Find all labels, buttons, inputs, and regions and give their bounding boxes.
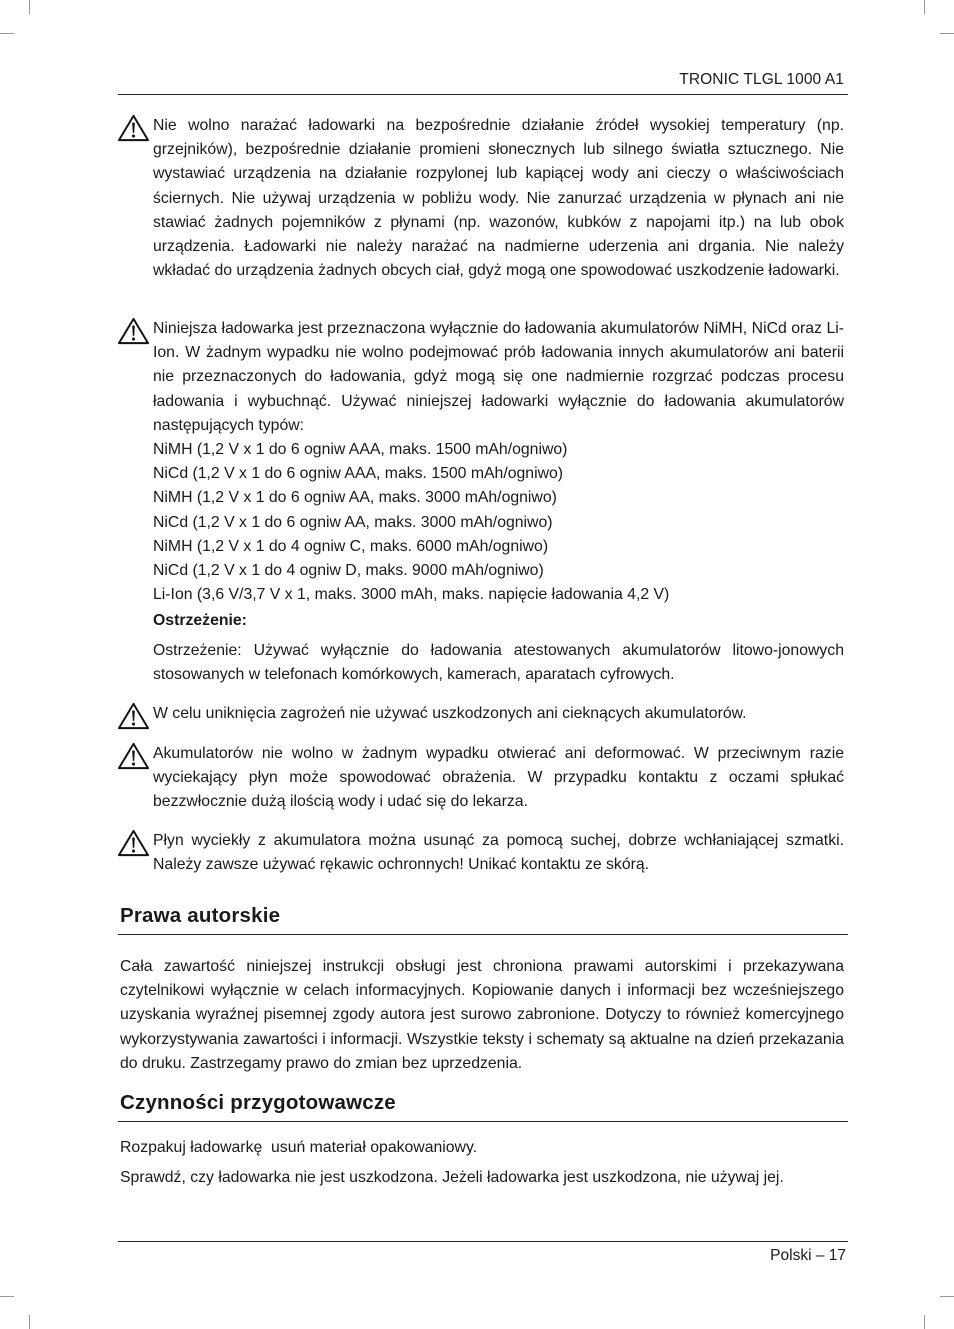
warning-text: Płyn wyciekły z akumulatora można usunąć za pomocą suchej, dobrze wchłaniającej szmatki. Należy zawsze używać rękawic ochronnych! Unikać kontaktu ze skórą.: [153, 832, 844, 874]
footer-rule: [118, 1241, 848, 1242]
preparation-step: [120, 1166, 844, 1190]
warning-block: [118, 829, 844, 877]
warning-block: [118, 114, 844, 283]
battery-spec-item: Li-Ion (3,6 V/3,7 V x 1, maks. 3000 mAh, maks. napięcie ładowania 4,2 V): [153, 586, 670, 604]
crop-mark: [29, 1315, 30, 1329]
warning-text: Niniejsza ładowarka jest przeznaczona wyłącznie do ładowania akumulatorów NiMH, NiCd oraz Li-Ion. W żadnym wypadku nie wolno podejmować prób ładowania innych akumulatorów ani baterii nie przeznaczonych do ładowania, gdyż mogą się one nadmiernie rozgrzać podczas procesu ładowania i wybuchnąć. Używać niniejszej ładowarki wyłącznie do ładowania akumulatorów następujących typów:: [153, 320, 844, 434]
warning-triangle-icon: [118, 742, 149, 770]
crop-mark: [940, 1296, 954, 1297]
crop-mark: [924, 0, 925, 14]
battery-spec-item: NiMH (1,2 V x 1 do 4 ogniw C, maks. 6000 mAh/ogniwo): [153, 537, 549, 555]
crop-mark: [924, 1315, 925, 1329]
header-rule: [118, 94, 848, 95]
crop-mark: [940, 33, 954, 34]
body-text: Cała zawartość niniejszej instrukcji obsługi jest chroniona prawami autorskimi i przekazywana czytelnikowi wyłącznie w celach informacyjnych. Kopiowanie danych i informacji bez wcześniejszego uzyskania wyraźnej pisemnej zgody autora jest surowo zabronione. Dotyczy to również komercyjnego wykorzystywania zawartości i informacji. Wszystkie teksty i schematy są aktualne na dzień przekazania do druku. Zastrzegamy prawo do zmian bez uprzedzenia.: [120, 958, 844, 1072]
section-heading-copyright: Prawa autorskie: [120, 904, 281, 927]
warning-block: [118, 317, 844, 687]
warning-triangle-icon: [118, 702, 149, 730]
crop-mark: [0, 33, 14, 34]
battery-spec-list: [153, 438, 844, 607]
note-text: Ostrzeżenie: Używać wyłącznie do ładowania atestowanych akumulatorów litowo-jonowych stosowanych w telefonach komórkowych, kamerach, aparatach cyfrowych.: [153, 641, 844, 683]
warning-triangle-icon: [118, 114, 149, 142]
warning-block: [118, 702, 844, 726]
copyright-paragraph: [120, 955, 844, 1076]
document-model-header: TRONIC TLGL 1000 A1: [679, 71, 844, 88]
battery-spec-item: NiMH (1,2 V x 1 do 6 ogniw AAA, maks. 1500 mAh/ogniwo): [153, 441, 568, 459]
battery-spec-item: NiCd (1,2 V x 1 do 6 ogniw AA, maks. 3000 mAh/ogniwo): [153, 513, 553, 531]
warning-triangle-icon: [118, 829, 149, 857]
section-heading-preparation: Czynności przygotowawcze: [120, 1091, 396, 1114]
battery-spec-item: NiCd (1,2 V x 1 do 4 ogniw D, maks. 9000 mAh/ogniwo): [153, 562, 544, 580]
page-number: Polski – 17: [770, 1247, 846, 1264]
battery-spec-item: NiMH (1,2 V x 1 do 6 ogniw AA, maks. 3000 mAh/ogniwo): [153, 489, 557, 507]
body-text: Sprawdź, czy ładowarka nie jest uszkodzona. Jeżeli ładowarka jest uszkodzona, nie używaj jej.: [120, 1169, 784, 1186]
section-rule: [118, 1121, 848, 1122]
crop-mark: [29, 0, 30, 14]
crop-mark: [0, 1296, 14, 1297]
warning-text: Nie wolno narażać ładowarki na bezpośrednie działanie źródeł wysokiej temperatury (np. grzejników), bezpośrednie działanie promieni słonecznych lub silnego światła sztucznego. Nie wystawiać urządzenia na działanie rozpylonej lub kapiącej wody ani cieczy o właściwościach ściernych. Nie używaj urządzenia w pobliżu wody. Nie zanurzać urządzenia w płynach ani nie stawiać żadnych pojemników z płynami (np. wazonów, kubków z napojami itp.) na lub obok urządzenia. Ładowarki nie należy narażać na nadmierne uderzenia ani drgania. Nie należy wkładać do urządzenia żadnych obcych ciał, gdyż mogą one spowodować uszkodzenie ładowarki.: [153, 117, 844, 280]
battery-spec-item: NiCd (1,2 V x 1 do 6 ogniw AAA, maks. 1500 mAh/ogniwo): [153, 465, 564, 483]
warning-block: [118, 742, 844, 815]
warning-text: Akumulatorów nie wolno w żadnym wypadku otwierać ani deformować. W przeciwnym razie wyciekający płyn może spowodować obrażenia. W przypadku kontaktu z oczami spłukać bezzwłocznie dużą ilością wody i udać się do lekarza.: [153, 745, 844, 811]
warning-triangle-icon: [118, 317, 149, 345]
preparation-step: [120, 1136, 844, 1160]
warning-text: W celu uniknięcia zagrożeń nie używać uszkodzonych ani cieknących akumulatorów.: [153, 705, 747, 722]
section-rule: [118, 934, 848, 935]
note-label: Ostrzeżenie:: [153, 612, 247, 630]
body-text: Rozpakuj ładowarkę usuń materiał opakowaniowy.: [120, 1139, 478, 1156]
